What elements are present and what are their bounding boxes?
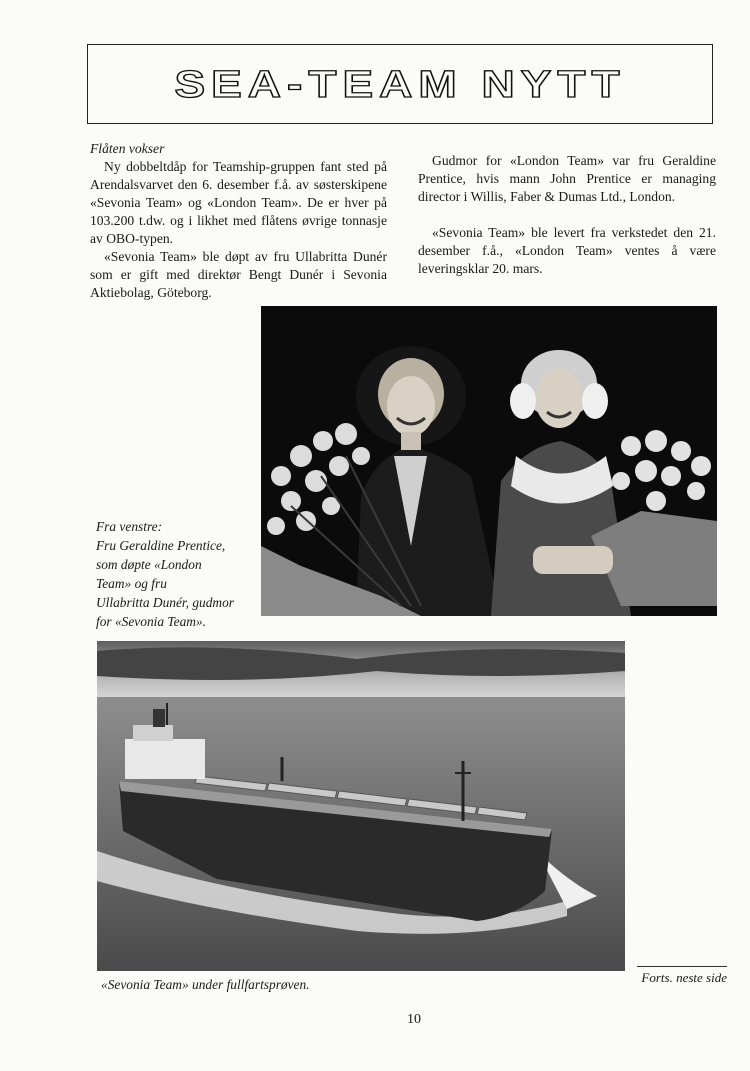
caption-line: Fru Geraldine Prentice, [96, 538, 226, 553]
caption-line: for «Sevonia Team». [96, 614, 206, 629]
caption-line: Ullabritta Dunér, gudmor [96, 595, 235, 610]
ship-photo-illustration [97, 641, 625, 971]
continued-note: Forts. neste side [641, 970, 727, 985]
article-paragraph: «Sevonia Team» ble døpt av fru Ullabritta Dunér som er gift med direktør Bengt Dunér i Sevonia Aktiebolag, Göteborg. [90, 249, 387, 300]
caption-line: som døpte «London [96, 557, 202, 572]
ship-photo-caption: «Sevonia Team» under fullfartsprøven. [101, 977, 310, 992]
godmothers-photo [261, 306, 717, 616]
article-left-column [90, 140, 387, 302]
ship-photo [97, 641, 625, 971]
article-subheading: Flåten vokser [90, 141, 165, 156]
article-paragraph: «Sevonia Team» ble levert fra verkstedet den 21. desember f.å., «London Team» ventes å være leveringsklar 20. mars. [418, 225, 716, 276]
masthead-box [87, 44, 713, 124]
article-right-column [418, 152, 716, 296]
article-paragraph: Gudmor for «London Team» var fru Geraldine Prentice, hvis mann John Prentice er managing director i Willis, Faber & Dumas Ltd., London. [418, 153, 716, 204]
caption-line: Team» og fru [96, 576, 167, 591]
godmothers-photo-caption [96, 517, 256, 631]
article-paragraph: Ny dobbeltdåp for Teamship-gruppen fant sted på Arendalsvarvet den 6. desember f.å. av søsterskipene «Sevonia Team» og «London Team». De er hver på 103.200 t.dw. og i likhet med flåtens øvrige tonnasje av OBO-typen. [90, 159, 387, 246]
continued-divider [637, 966, 727, 967]
godmothers-photo-illustration [261, 306, 717, 616]
masthead-title: SEA-TEAM NYTT [174, 62, 626, 106]
caption-line: Fra venstre: [96, 519, 163, 534]
page-number: 10 [407, 1012, 421, 1027]
